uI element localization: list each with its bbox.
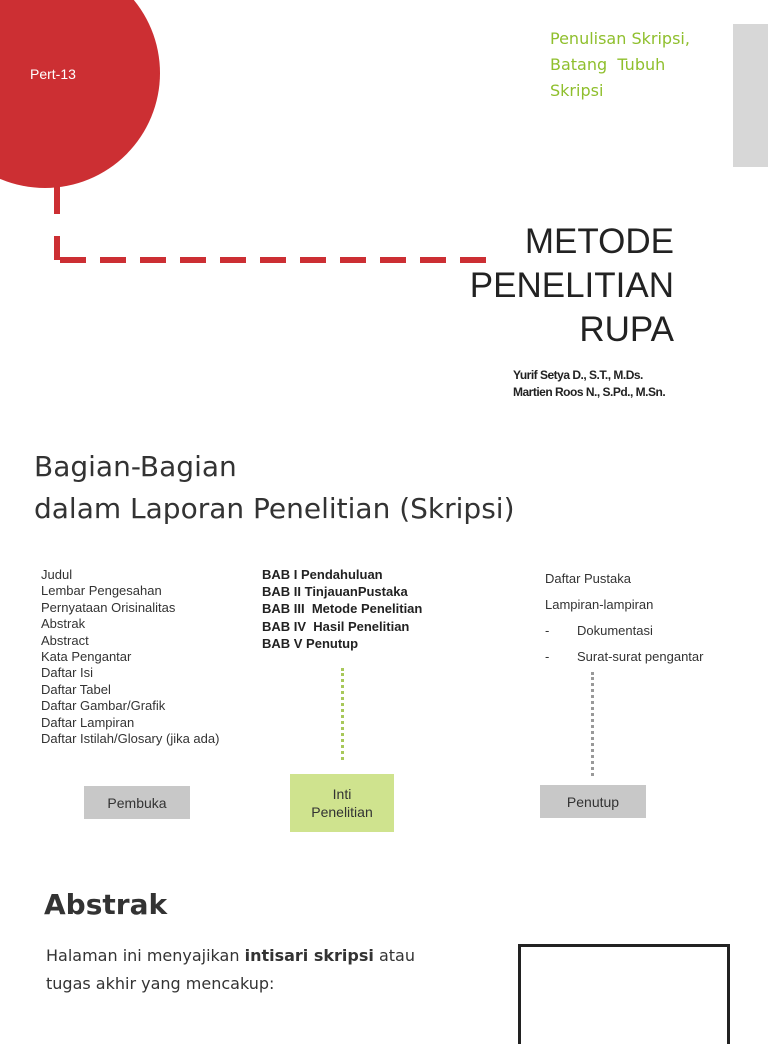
topic-line: Skripsi <box>550 81 604 100</box>
front-matter-list <box>41 567 219 747</box>
back-matter-box <box>540 785 646 818</box>
intro-emphasis: intisari skripsi <box>244 946 374 965</box>
list-item: Lampiran-lampiran <box>545 597 654 612</box>
outline-box <box>518 944 730 1044</box>
sub-list-item <box>545 646 703 672</box>
list-item: Kata Pengantar <box>41 649 132 665</box>
title-line: METODE <box>524 222 674 261</box>
topic-line: Penulisan Skripsi, <box>550 29 690 48</box>
chapter-item: BAB IV Hasil Penelitian <box>262 618 410 634</box>
sub-item-label: Surat-surat pengantar <box>577 649 704 664</box>
chapter-item: BAB I Pendahuluan <box>262 567 383 582</box>
heading-line: dalam Laporan Penelitian (Skripsi) <box>34 492 515 525</box>
abstract-intro <box>46 942 446 998</box>
core-research-box <box>290 774 394 832</box>
list-item: Daftar Pustaka <box>545 571 631 586</box>
list-item: Lembar Pengesahan <box>41 583 162 599</box>
chapter-item: BAB II TinjauanPustaka <box>262 584 408 600</box>
red-circle-decoration <box>0 0 160 188</box>
red-connector-vertical <box>54 186 60 214</box>
list-item: Abstract <box>41 632 89 648</box>
dotted-connector-core <box>341 668 344 760</box>
sub-list-item <box>545 620 703 646</box>
chapter-list <box>262 566 422 652</box>
chapter-item: BAB V Penutup <box>262 635 359 651</box>
box-label: Penelitian <box>311 804 373 820</box>
author-name: Yurif Setya D., S.T., M.Ds. <box>513 368 643 382</box>
list-item: Daftar Isi <box>41 665 94 681</box>
author-name: Martien Roos N., S.Pd., M.Sn. <box>513 385 666 399</box>
back-matter-list <box>545 568 703 672</box>
session-label: Pert-13 <box>30 66 76 82</box>
intro-text: Halaman ini menyajikan <box>46 946 245 965</box>
bullet-dash: - <box>545 649 550 664</box>
list-item: Pernyataan Orisinalitas <box>41 599 176 615</box>
course-title <box>380 220 674 352</box>
bullet-dash: - <box>545 623 550 638</box>
box-label: Inti <box>332 786 352 802</box>
title-line: RUPA <box>579 310 674 349</box>
list-item: Abstrak <box>41 616 86 632</box>
box-label: Pembuka <box>107 794 167 811</box>
title-line: PENELITIAN <box>469 266 674 305</box>
chapter-item: BAB III Metode Penelitian <box>262 601 423 617</box>
abstract-heading: Abstrak <box>44 888 168 921</box>
list-item: Daftar Istilah/Glosary (jika ada) <box>41 731 220 747</box>
topic-subtitle <box>550 26 690 104</box>
heading-line: Bagian-Bagian <box>34 450 237 483</box>
sub-item-label: Dokumentasi <box>577 623 653 638</box>
list-item: Daftar Gambar/Grafik <box>41 698 166 714</box>
author-list <box>480 367 680 401</box>
section-heading <box>34 446 515 530</box>
dotted-connector-back <box>591 672 594 776</box>
front-matter-box <box>84 786 190 819</box>
list-item: Daftar Tabel <box>41 681 111 697</box>
box-label: Penutup <box>566 793 620 810</box>
list-item: Judul <box>41 567 73 582</box>
gray-side-bar <box>733 24 768 167</box>
topic-line: Batang Tubuh <box>550 55 666 74</box>
intro-text: atau tugas akhir yang mencakup: <box>46 946 415 993</box>
list-item: Daftar Lampiran <box>41 714 135 730</box>
